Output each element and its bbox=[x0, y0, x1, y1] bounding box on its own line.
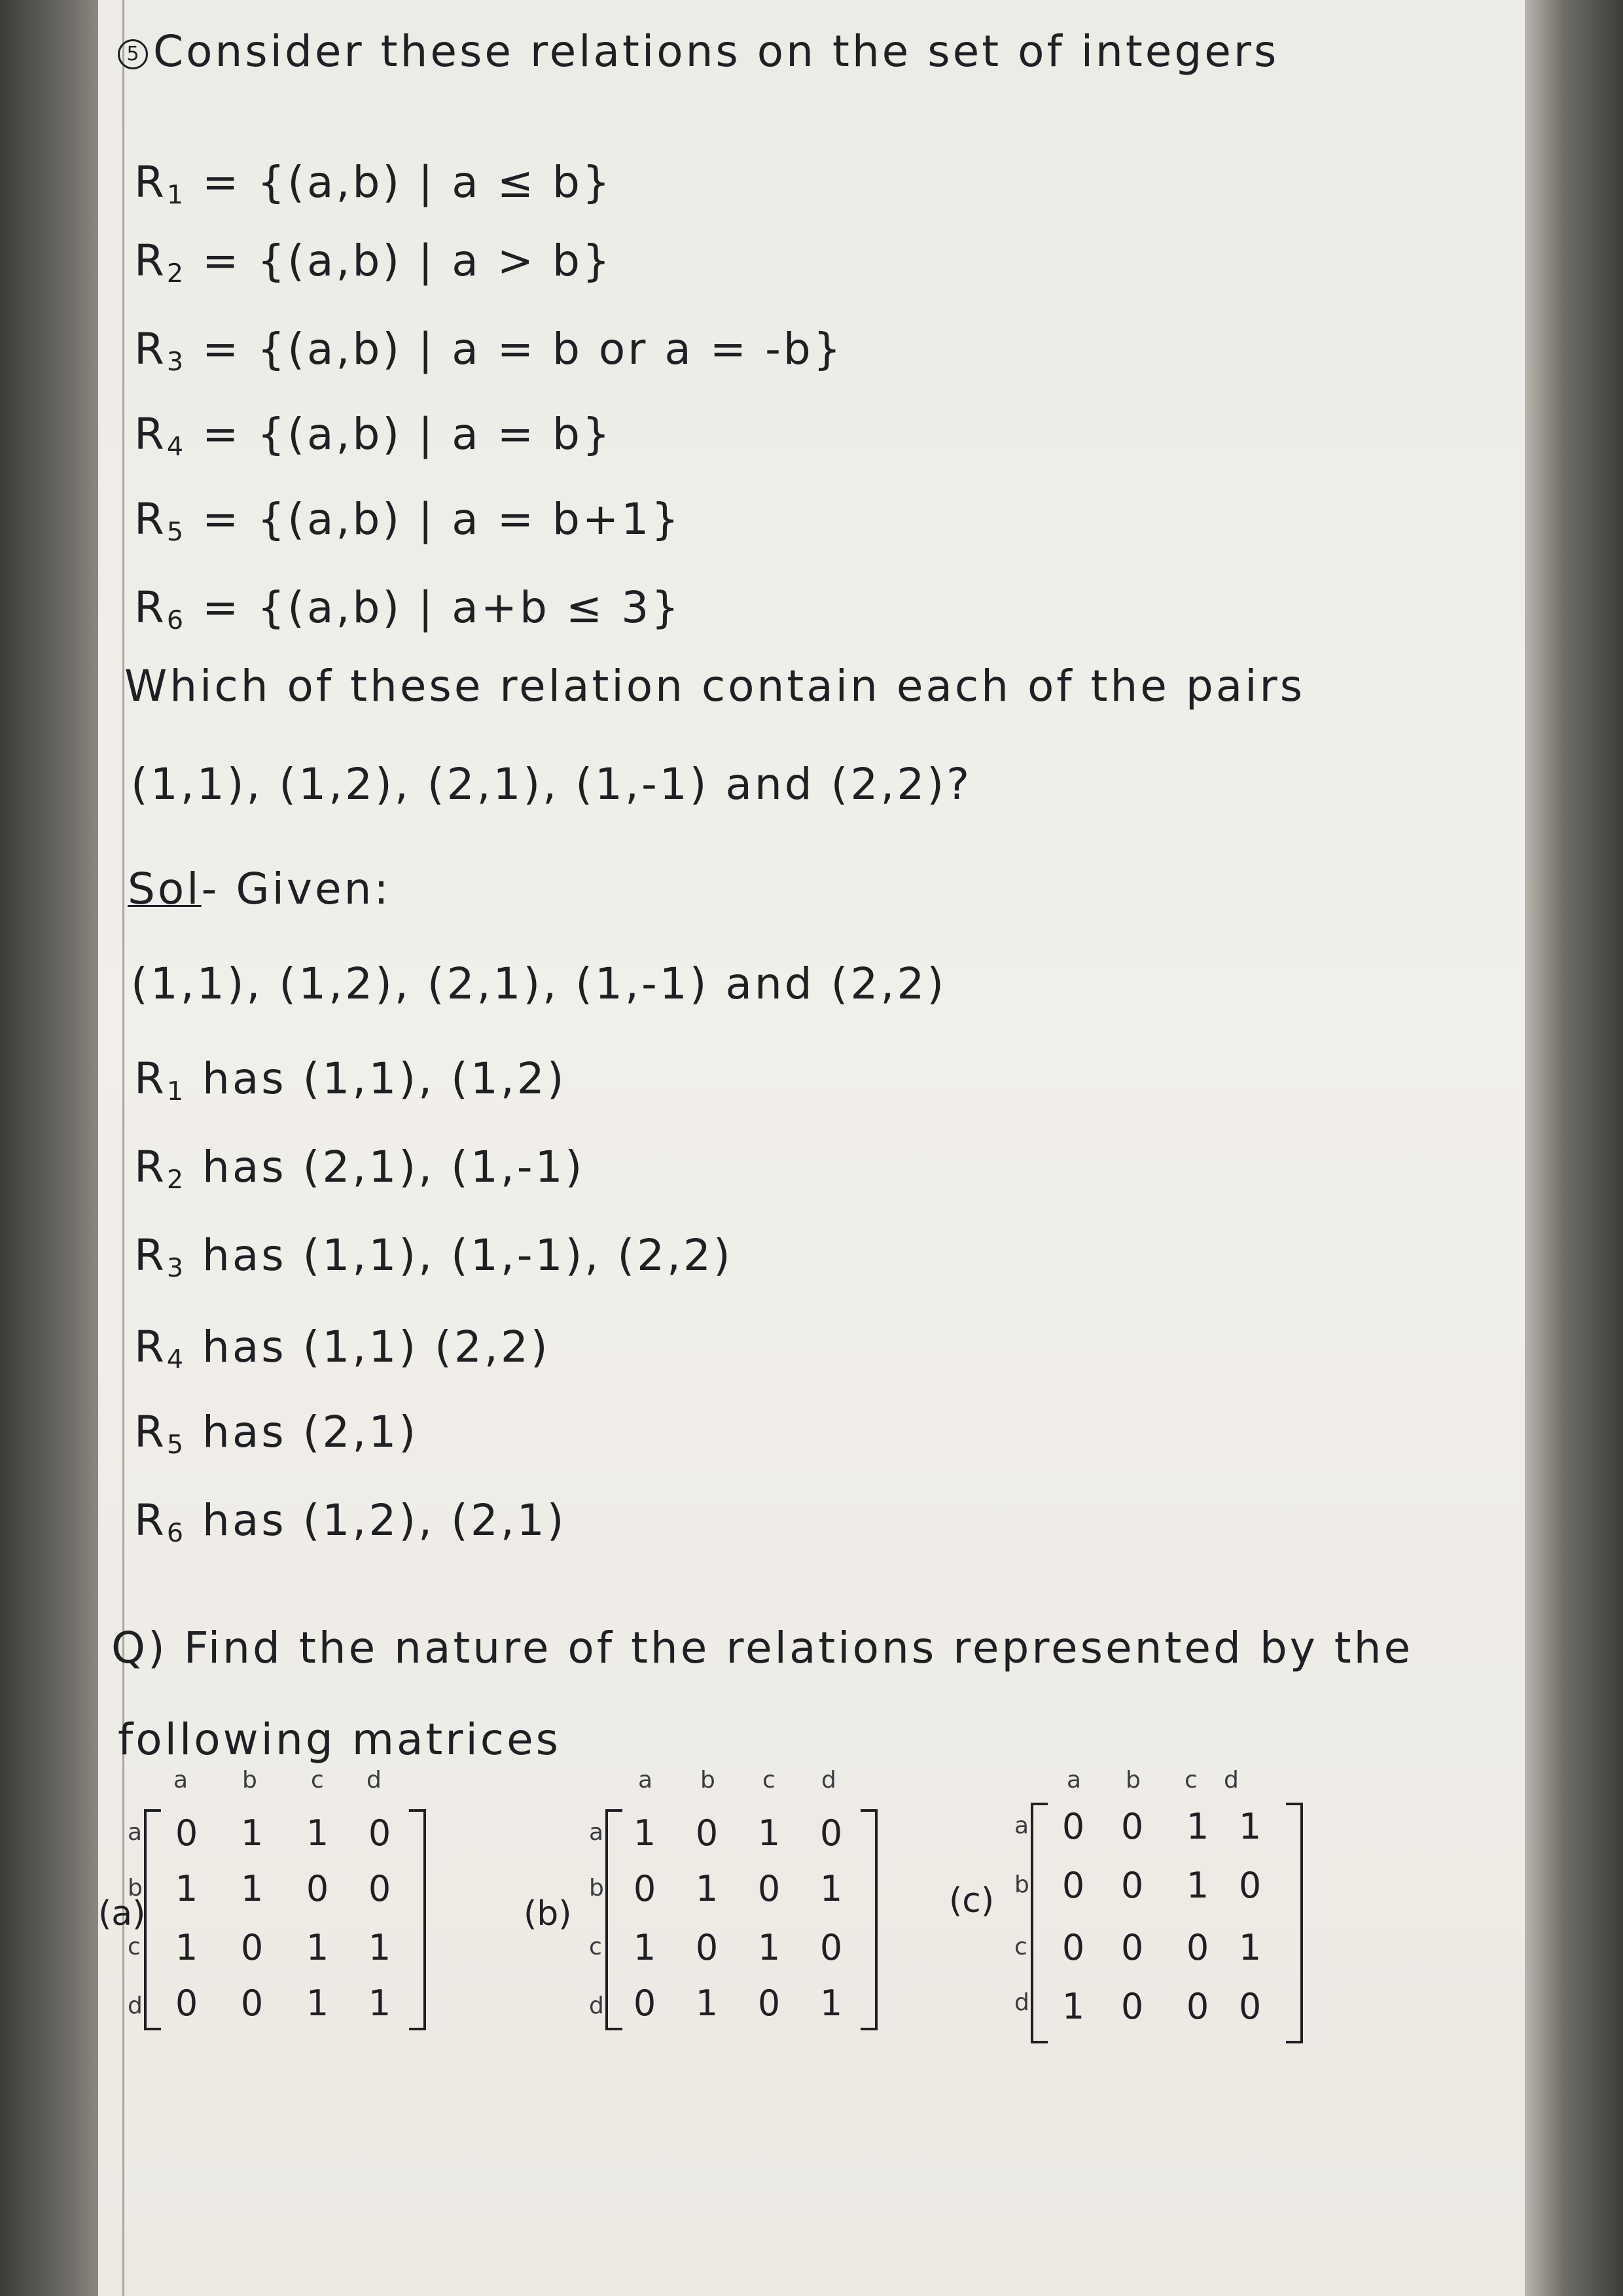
relation-r3: $R_3 = \{(a,b)$ | a = b or a = -b} bbox=[134, 324, 844, 377]
page-right-edge bbox=[1525, 0, 1623, 2296]
right-bracket bbox=[861, 1809, 878, 2030]
solution-given: - Given: bbox=[201, 864, 391, 914]
matrix-label: (a) bbox=[98, 1894, 146, 1934]
problem5-heading bbox=[118, 26, 1279, 77]
page-left-edge bbox=[0, 0, 98, 2296]
matrix-label: (b) bbox=[524, 1894, 572, 1934]
matrix-c: (c) a b c d a b c d 0 0 1 1 0 0 1 0 0 0 0 1 1 0 0 0 bbox=[949, 1767, 1315, 2055]
notebook-page bbox=[98, 0, 1525, 2296]
question-line-2: (1,1), (1,2), (2,1), (1,-1) and (2,2)? bbox=[131, 759, 972, 809]
problem6-number: Q) bbox=[111, 1623, 168, 1673]
matrix-label: (c) bbox=[949, 1881, 995, 1920]
answer-r5: $R_5$ has (2,1) bbox=[134, 1407, 419, 1460]
relation-r2: $R_2 = \{(a,b)$ | a > b} bbox=[134, 236, 613, 289]
problem5-intro: Consider these relations on the set of integers bbox=[153, 26, 1279, 77]
matrix-b: (b) a b c d a b c d 1 0 1 0 0 1 0 1 1 0 1 0 0 1 0 1 bbox=[524, 1767, 890, 2041]
right-bracket bbox=[409, 1809, 426, 2030]
answer-r3: $R_3$ has (1,1), (1,-1), (2,2) bbox=[134, 1230, 733, 1283]
answer-r4: $R_4$ has (1,1) (2,2) bbox=[134, 1322, 550, 1375]
solution-heading bbox=[128, 864, 391, 914]
problem5-number: 5 bbox=[118, 39, 148, 69]
relation-r4: $R_4 = \{(a,b)$ | a = b} bbox=[134, 409, 613, 462]
solution-label: Sol bbox=[128, 864, 202, 914]
given-pairs: (1,1), (1,2), (2,1), (1,-1) and (2,2) bbox=[131, 959, 947, 1009]
question-line-1: Which of these relation contain each of the pairs bbox=[124, 661, 1306, 711]
left-bracket bbox=[144, 1809, 161, 2030]
relation-r5: $R_5 = \{(a,b)$ | a = b+1} bbox=[134, 494, 682, 547]
matrix-a: (a) a b c d a b c d 0 1 1 0 1 1 0 0 1 0 1 1 0 0 1 1 bbox=[98, 1767, 438, 2041]
relation-r6: $R_6 = \{(a,b)$ | a+b ≤ 3} bbox=[134, 582, 682, 635]
answer-r1: $R_1$ has (1,1), (1,2) bbox=[134, 1053, 567, 1106]
problem6-line-1: Find the nature of the relations represented by the bbox=[183, 1623, 1414, 1673]
problem6-heading bbox=[111, 1623, 1413, 1673]
right-bracket bbox=[1286, 1803, 1303, 2043]
left-bracket bbox=[1031, 1803, 1048, 2043]
relation-r1: $R_1 = \{(a,b)$ | a ≤ b} bbox=[134, 157, 613, 210]
answer-r2: $R_2$ has (2,1), (1,-1) bbox=[134, 1142, 585, 1195]
answer-r6: $R_6$ has (1,2), (2,1) bbox=[134, 1495, 567, 1548]
problem6-line-2: following matrices bbox=[118, 1714, 562, 1765]
